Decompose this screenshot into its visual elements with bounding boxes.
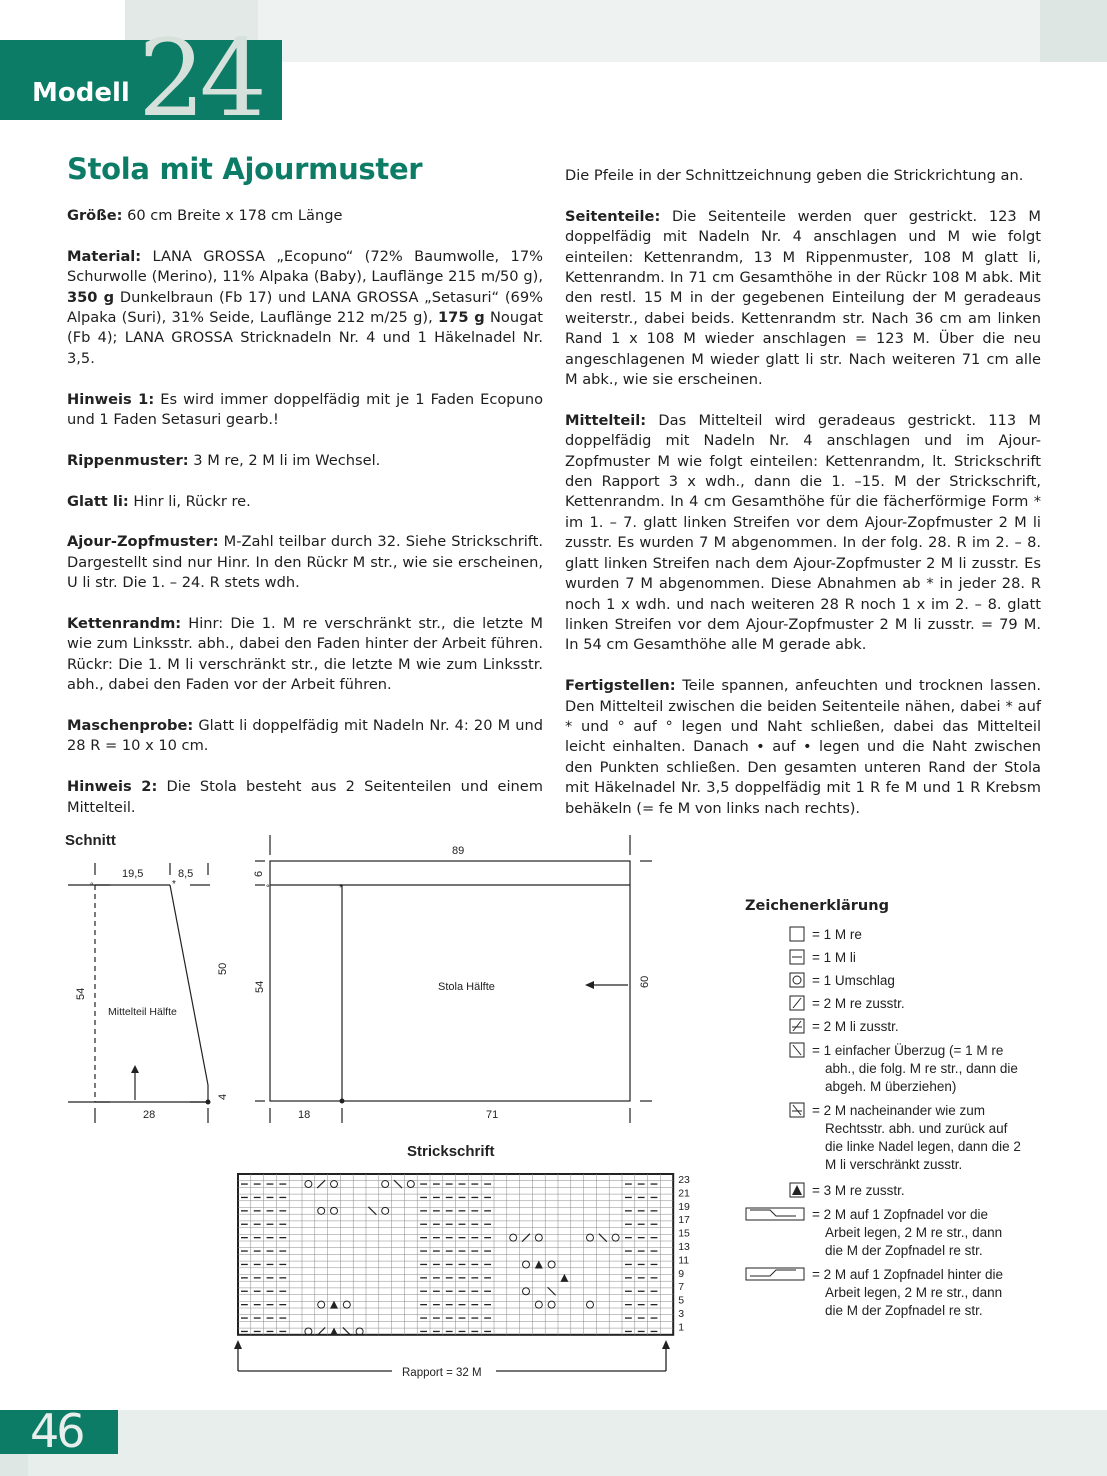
dot-marker (206, 1100, 211, 1105)
right-text-column (565, 166, 1041, 839)
arrow-up-icon (131, 1065, 139, 1073)
paragraph: Hinweis 2: Die Stola besteht aus 2 Seitenteilen und einem Mittelteil. (67, 778, 544, 816)
schnitt-diagram (60, 825, 670, 1125)
mittelteil-slant-edge (170, 885, 208, 1085)
model-word: Modell (32, 78, 130, 108)
header-band-right (1040, 0, 1107, 62)
model-number: 24 (138, 17, 261, 140)
paragraph: Maschenprobe: Glatt li doppelfädig mit Nadeln Nr. 4: 20 M und 28 R = 10 x 10 cm. (67, 717, 543, 755)
svg-text:= 3 M re zusstr.: = 3 M re zusstr. (812, 1183, 905, 1198)
mittelteil-label: Mittelteil Hälfte (108, 1006, 177, 1018)
paragraph: Rippenmuster: 3 M re, 2 M li im Wechsel. (67, 451, 381, 469)
svg-text:°: ° (266, 883, 270, 893)
legend-item (746, 1207, 1002, 1258)
svg-text:= 1 M li: = 1 M li (812, 950, 856, 965)
legend-item (790, 1019, 899, 1034)
svg-text:Arbeit legen, 2 M re str., dan: Arbeit legen, 2 M re str., dann (825, 1285, 1003, 1300)
legend-list (740, 922, 1080, 1322)
header-band (258, 0, 1040, 62)
svg-text:*: * (339, 883, 343, 894)
svg-text:abgeh. M überziehen): abgeh. M überziehen) (825, 1079, 957, 1094)
svg-text:Arbeit legen, 2 M re str., dan: Arbeit legen, 2 M re str., dann (825, 1225, 1003, 1240)
arrow-left-icon (585, 981, 594, 989)
page-number: 46 (30, 1404, 83, 1458)
row-number: 21 (678, 1187, 690, 1200)
dim-18: 18 (298, 1109, 311, 1121)
schnitt-heading: Schnitt (65, 832, 116, 849)
paragraph: Fertigstellen: Teile spannen, anfeuchten und trocknen lassen. Den Mittelteil zwischen die beiden Seitenteile nähen, dabei * auf * und ° auf ° legen und Naht schließen, dabei das Mittelteil leicht einhalten. Danach • auf • legen und die Naht zwischen den Punkten schließen. Den gesamten unteren Rand der Stola mit Häkelnadel Nr. 3,5 doppelfädig mit 1 R fe M und 1 R Krebsm behäkeln (= fe M von links nach rechts). (565, 677, 1041, 817)
dim-8-5: 8,5 (178, 868, 194, 880)
svg-text:= 1 Umschlag: = 1 Umschlag (812, 973, 895, 988)
dim-71: 71 (486, 1109, 499, 1121)
paragraph: Seitenteile: Die Seitenteile werden quer gestrickt. 123 M doppelfädig mit Nadeln Nr. 4 anschlagen und M wie folgt einteilen: Kettenrandm, 13 M Rippenmuster, 108 M glatt li, Kettenrandm. In 71 cm Gesamthöhe in der Rückr 108 M abk. Mit den restl. 15 M in der gegebenen Einteilung der M geradeaus weiterstr., dabei beids. Kettenrandm str. Nach 36 cm am linken Rand 1 x 108 M wieder anschlagen = 123 M. Über die neu angeschlagenen M wieder glatt li str. Nach weiteren 71 cm alle M abk., wie sie erscheinen. (565, 207, 1041, 389)
legend-item (790, 1183, 905, 1198)
dim-60: 60 (639, 975, 651, 988)
arrow-up-icon (662, 1340, 670, 1349)
paragraph: Die Pfeile in der Schnittzeichnung geben die Strickrichtung an. (565, 167, 1024, 184)
svg-text:Rechtsstr. abh. und zurück auf: Rechtsstr. abh. und zurück auf (825, 1121, 1008, 1136)
legend-item (790, 1043, 1018, 1094)
dim-19-5: 19,5 (122, 868, 144, 880)
paragraph: Glatt li: Hinr li, Rückr re. (67, 492, 251, 510)
svg-text:°: ° (90, 881, 94, 891)
svg-text:*: * (172, 879, 176, 890)
paragraph: Ajour-Zopfmuster: M-Zahl teilbar durch 32. Siehe Strickschrift. Dargestellt sind nur Hinr. In den Rückr M str., wie sie erscheinen, U li str. Die 1. – 24. R stets wdh. (67, 533, 543, 592)
dim-50: 50 (217, 962, 229, 975)
row-number: 9 (678, 1267, 685, 1280)
strickschrift-heading: Strickschrift (407, 1143, 495, 1160)
left-text-column (67, 206, 543, 838)
svg-text:= 2 M re zusstr.: = 2 M re zusstr. (812, 996, 905, 1011)
stola-label: Stola Hälfte (438, 981, 495, 993)
paragraph: Kettenrandm: Hinr: Die 1. M re verschränkt str., die letzte M wie zum Linksstr. abh., dabei den Faden hinter der Arbeit führen. Rückr: Die 1. M li verschränkt str., die letzte M wie zum Linksstr. abh., dabei den Faden vor der Arbeit führen. (67, 615, 543, 694)
row-number: 11 (678, 1254, 690, 1267)
row-number: 7 (678, 1281, 685, 1294)
row-number: 1 (678, 1321, 685, 1334)
svg-text:= 2 M auf 1 Zopfnadel vor die: = 2 M auf 1 Zopfnadel vor die (812, 1207, 988, 1222)
row-number: 3 (678, 1308, 685, 1320)
paragraph: Mittelteil: Das Mittelteil wird geradeaus gestrickt. 113 M doppelfädig mit Nadeln Nr. 4 anschlagen und im Ajour-Zopfmuster M wie folgt einteilen: Kettenrandm, lt. Strickschrift den Rapport 3 x wdh., dann die 1. –15. M der Strickschrift, Kettenrandm. In 4 cm Gesamthöhe für die fächerförmige Form * im 1. – 7. glatt linken Streifen vor dem Ajour-Zopfmuster 2 M li zusstr. Es wurden 7 M abgenommen. In der folg. 28. R im 2. – 8. glatt linken Streifen nach dem Ajour-Zopfmuster 2 M li zusstr. Es wurden 7 M abgenommen. Diese Abnahmen ab * in jeder 28. R noch 1 x wdh. und nach weiteren 28 R noch 1 x im 2. – 8. glatt linken Streifen vor dem Ajour-Zopfmuster 2 M li zusstr. = 79 M. In 54 cm Gesamthöhe alle M gerade abk. (565, 411, 1041, 654)
svg-text:= 1 einfacher Überzug (= 1 M r: = 1 einfacher Überzug (= 1 M re (812, 1043, 1004, 1058)
svg-text:M li verschränkt zusstr.: M li verschränkt zusstr. (825, 1157, 963, 1172)
legend-item (790, 973, 895, 988)
svg-text:die linke Nadel legen, dann di: die linke Nadel legen, dann die 2 (825, 1139, 1021, 1154)
legend (745, 898, 1065, 918)
svg-text:= 2 M li zusstr.: = 2 M li zusstr. (812, 1019, 899, 1034)
paragraph: Größe: 60 cm Breite x 178 cm Länge (67, 207, 343, 224)
dim-28: 28 (143, 1109, 156, 1121)
svg-text:= 1 M re: = 1 M re (812, 927, 862, 942)
row-number: 23 (678, 1174, 690, 1186)
legend-item (790, 1103, 1021, 1172)
footer-band (0, 1410, 1107, 1476)
svg-text:= 2 M auf 1 Zopfnadel hinter d: = 2 M auf 1 Zopfnadel hinter die (812, 1267, 1003, 1282)
row-number: 13 (678, 1241, 690, 1253)
row-number: 5 (678, 1294, 685, 1307)
page-title: Stola mit Ajourmuster (67, 152, 423, 186)
svg-text:die M der Zopfnadel re str.: die M der Zopfnadel re str. (825, 1303, 983, 1318)
arrow-up-icon (234, 1340, 242, 1349)
dim-4: 4 (217, 1093, 229, 1100)
dim-54-right: 54 (254, 980, 266, 993)
rapport-label: Rapport = 32 M (402, 1367, 482, 1379)
strickschrift-chart (230, 1135, 690, 1385)
svg-text:die M der Zopfnadel re str.: die M der Zopfnadel re str. (825, 1243, 983, 1258)
svg-text:= 2 M nacheinander wie zum: = 2 M nacheinander wie zum (812, 1103, 985, 1118)
dim-89: 89 (452, 845, 465, 857)
paragraph: Material: LANA GROSSA „Ecopuno“ (72% Baumwolle, 17% Schurwolle (Merino), 11% Alpaka (Baby), Lauflänge 215 m/50 g), 350 g Dunkelbraun (Fb 17) und LANA GROSSA „Setasuri“ (69% Alpaka (Suri), 31% Seide, Lauflänge 212 m/25 g), 175 g Nougat (Fb 4); LANA GROSSA Stricknadeln Nr. 4 und 1 Häkelnadel Nr. 3,5. (67, 247, 544, 367)
svg-text:abh., die folg. M re str., dan: abh., die folg. M re str., dann die (825, 1061, 1018, 1076)
legend-item (790, 996, 905, 1011)
legend-heading: Zeichenerklärung (745, 898, 889, 914)
paragraph: Hinweis 1: Es wird immer doppelfädig mit je 1 Faden Ecopuno und 1 Faden Setasuri gearb.! (67, 390, 544, 429)
legend-item (790, 950, 856, 965)
row-number: 15 (678, 1227, 690, 1240)
legend-item (790, 927, 862, 942)
dim-54-left: 54 (75, 987, 87, 1000)
footer-corner (0, 1454, 28, 1476)
row-number: 17 (678, 1214, 690, 1227)
legend-item (746, 1267, 1003, 1318)
dim-6: 6 (253, 870, 265, 877)
row-number: 19 (678, 1200, 690, 1213)
